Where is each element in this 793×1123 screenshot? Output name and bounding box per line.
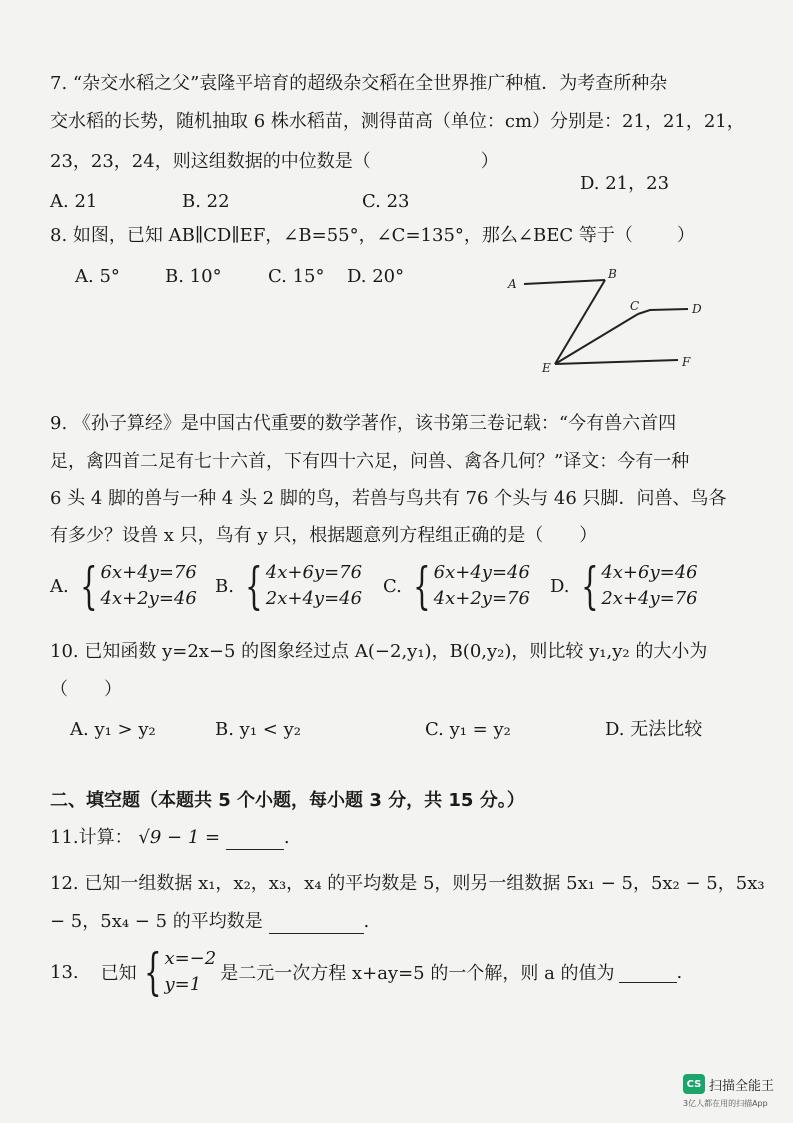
q13-prefix: 已知 bbox=[100, 963, 137, 984]
label-b: B bbox=[608, 267, 617, 281]
q7-option-d: D. 21，23 bbox=[580, 173, 670, 194]
q11-prefix: 11.计算： bbox=[50, 827, 133, 848]
segment-ec bbox=[555, 314, 638, 364]
q13-eq1: x=−2 bbox=[164, 948, 217, 969]
q7-line2: 交水稻的长势，随机抽取 6 株水稻苗，测得苗高（单位：cm）分别是：21，21，21， bbox=[50, 111, 745, 132]
q11-answer-blank[interactable] bbox=[226, 829, 284, 850]
q9-option-c-eq2: 4x+2y=76 bbox=[433, 588, 530, 609]
app-subtitle: 3亿人都在用的扫描App bbox=[683, 1099, 768, 1108]
brace-icon: { bbox=[245, 557, 263, 615]
q13-eq2: y=1 bbox=[164, 974, 202, 995]
scanner-watermark bbox=[683, 1074, 774, 1094]
q11-period: . bbox=[283, 827, 290, 848]
segment-ab bbox=[524, 280, 605, 284]
brace-icon: { bbox=[143, 943, 162, 1001]
q9-line3: 6 头 4 脚的兽与一种 4 头 2 脚的鸟，若兽与鸟共有 76 个头与 46 只脚．问兽、鸟各 bbox=[50, 488, 727, 509]
q9-option-b-label: B. bbox=[215, 575, 234, 597]
q8-stem bbox=[50, 224, 695, 248]
q13-text: 是二元一次方程 x+ay=5 的一个解，则 a 的值为 bbox=[220, 963, 615, 984]
q7-line3-text: 23，23，24，则这组数据的中位数是（ bbox=[50, 151, 371, 172]
q8-option-d: D. 20° bbox=[347, 266, 405, 287]
q7-option-a: A. 21 bbox=[50, 191, 98, 212]
q9-option-a-eq2: 4x+2y=46 bbox=[100, 588, 197, 609]
q9-option-b bbox=[215, 557, 363, 615]
app-name: 扫描全能王 bbox=[709, 1078, 775, 1094]
section-title: 二、填空题（本题共 5 个小题，每小题 3 分，共 15 分。） bbox=[50, 790, 525, 811]
brace-icon: { bbox=[580, 557, 599, 615]
q13-answer-blank[interactable] bbox=[619, 962, 677, 983]
q10-option-a: A. y₁ > y₂ bbox=[70, 719, 156, 740]
segment-be bbox=[555, 280, 605, 364]
q7-option-b: B. 22 bbox=[182, 191, 230, 212]
q10-option-c: C. y₁ = y₂ bbox=[425, 719, 511, 740]
q10-option-d: D. 无法比较 bbox=[605, 719, 703, 740]
segment-cd bbox=[638, 309, 688, 314]
q8-figure bbox=[500, 262, 720, 382]
q10-line2: （ ） bbox=[50, 679, 122, 700]
q9-line4: 有多少？设兽 x 只，鸟有 y 只，根据题意列方程组正确的是（ ） bbox=[50, 525, 598, 546]
q8-stem-text: 8. 如图，已知 AB∥CD∥EF，∠B=55°，∠C=135°，那么∠BEC 等于（ bbox=[50, 225, 633, 246]
q9-line1: 9. 《孙子算经》是中国古代重要的数学著作，该书第三卷记载：“今有兽六首四 bbox=[50, 413, 677, 434]
label-e: E bbox=[542, 361, 551, 375]
q9-option-d-label: D. bbox=[550, 575, 570, 597]
camscanner-logo-icon: CS bbox=[683, 1074, 705, 1094]
q8-option-a: A. 5° bbox=[75, 266, 120, 287]
q9-line2: 足，禽四首二足有七十六首，下有四十六足，问兽、禽各几何？”译文：今有一种 bbox=[50, 451, 690, 472]
q12-answer-blank[interactable] bbox=[269, 913, 364, 934]
label-f: F bbox=[682, 355, 691, 369]
q7-line3 bbox=[50, 150, 499, 174]
q13-period: . bbox=[676, 961, 683, 983]
q12-period: . bbox=[363, 911, 370, 932]
q9-option-a bbox=[50, 557, 197, 615]
q9-option-c-label: C. bbox=[383, 575, 402, 597]
q9-option-a-eq1: 6x+4y=76 bbox=[100, 562, 197, 583]
q9-option-c bbox=[383, 557, 530, 615]
q9-option-b-eq1: 4x+6y=76 bbox=[265, 562, 363, 583]
q11-expression: √9 − 1 = bbox=[138, 827, 221, 848]
q13-number: 13. bbox=[50, 961, 79, 983]
q8-paren-close: ） bbox=[676, 225, 695, 246]
segment-ef bbox=[555, 360, 678, 364]
q8-option-c: C. 15° bbox=[268, 266, 325, 287]
brace-icon: { bbox=[413, 557, 431, 615]
q12-line2 bbox=[50, 910, 369, 934]
brace-icon: { bbox=[79, 557, 98, 615]
q11 bbox=[50, 826, 290, 850]
label-c: C bbox=[630, 299, 640, 313]
q7-paren-close: ） bbox=[480, 151, 499, 172]
q8-option-b: B. 10° bbox=[165, 266, 222, 287]
label-d: D bbox=[692, 302, 702, 316]
q9-option-c-eq1: 6x+4y=46 bbox=[433, 562, 530, 583]
q9-option-d-eq2: 2x+4y=76 bbox=[601, 588, 698, 609]
q9-option-a-label: A. bbox=[50, 575, 69, 597]
q7-line1: 7. “杂交水稻之父”袁隆平培育的超级杂交稻在全世界推广种植．为考查所种杂 bbox=[50, 73, 668, 94]
q9-option-d-eq1: 4x+6y=46 bbox=[601, 562, 698, 583]
label-a: A bbox=[508, 277, 517, 291]
q10-line1: 10. 已知函数 y=2x−5 的图象经过点 A(−2,y₁)，B(0,y₂)，则比较 y₁,y₂ 的大小为 bbox=[50, 641, 708, 662]
q12-line1: 12. 已知一组数据 x₁，x₂，x₃，x₄ 的平均数是 5，则另一组数据 5x₁ − 5，5x₂ − 5，5x₃ bbox=[50, 873, 765, 894]
q10-option-b: B. y₁ < y₂ bbox=[215, 719, 301, 740]
q9-option-d bbox=[550, 557, 698, 615]
q7-option-c: C. 23 bbox=[362, 191, 410, 212]
q9-option-b-eq2: 2x+4y=46 bbox=[265, 588, 363, 609]
q12-line2-text: − 5，5x₄ − 5 的平均数是 bbox=[50, 911, 263, 932]
q13 bbox=[50, 943, 683, 1001]
